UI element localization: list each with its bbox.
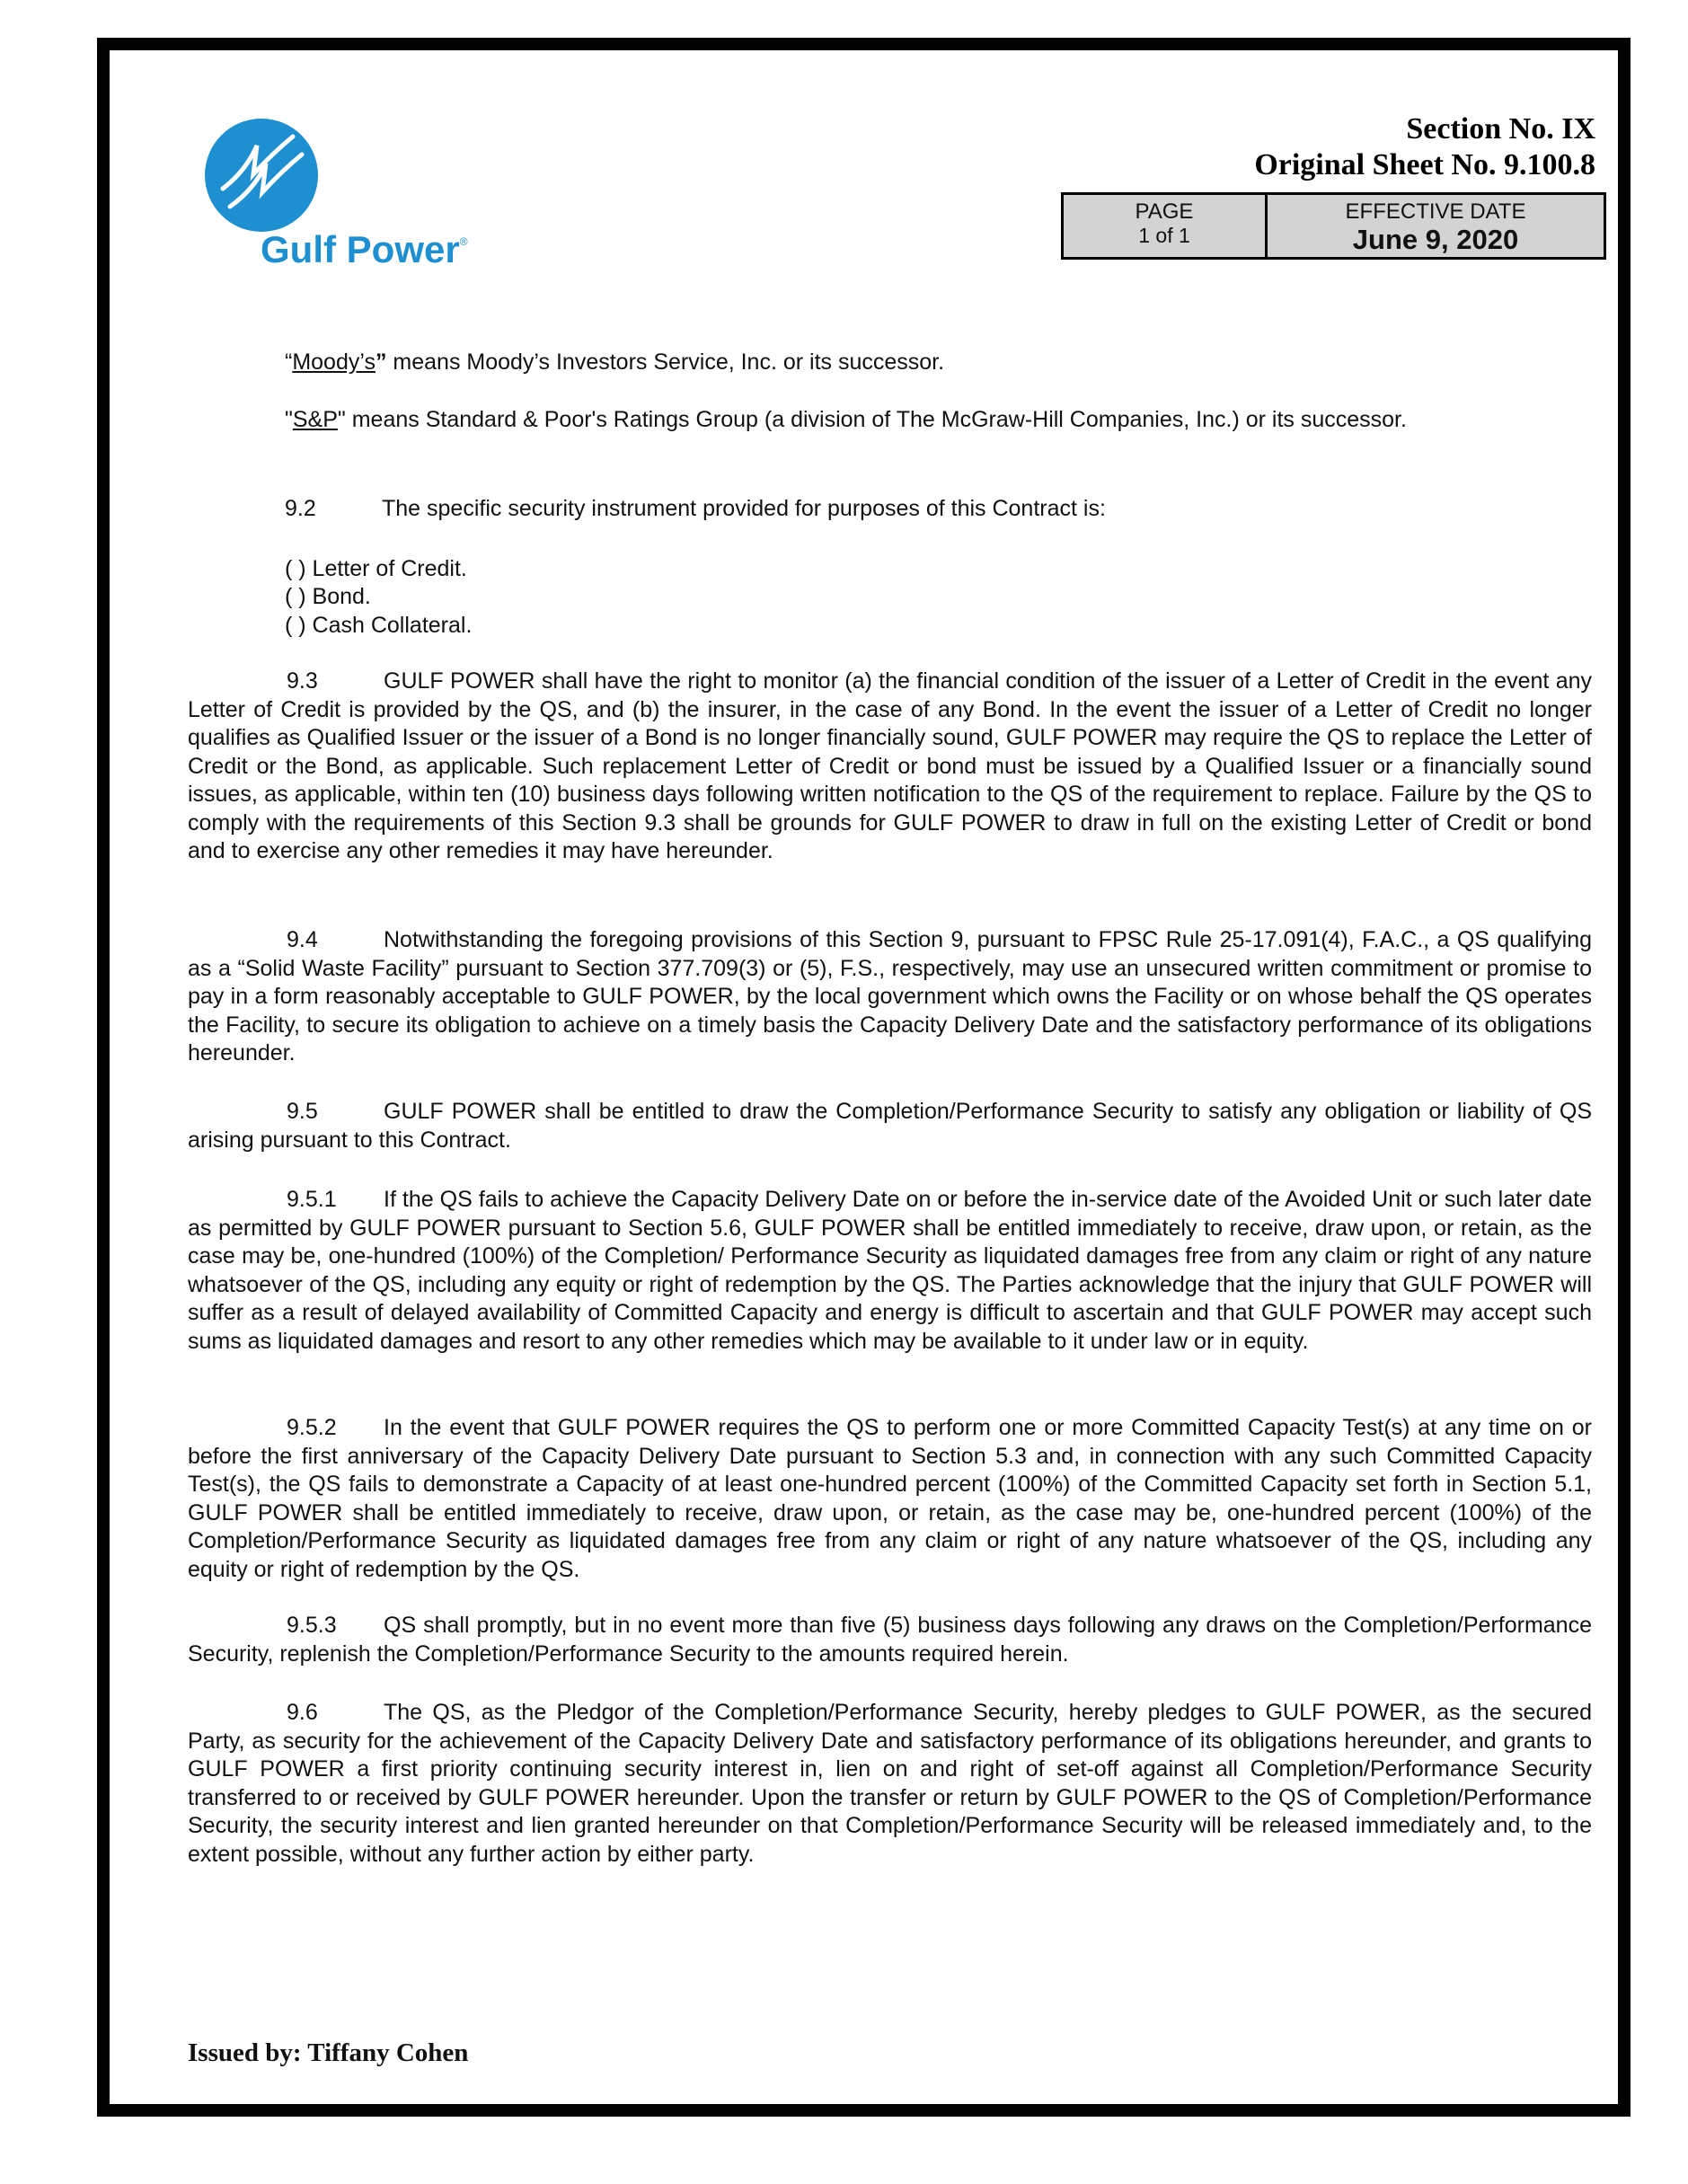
section-9-4: 9.4 Notwithstanding the foregoing provisions of this Section 9, pursuant to FPSC Rule 25-17.091(4), F.A.C., a QS qualifying as a “Solid Waste Facility” pursuant to Section 377.709(3) or (5), F.S., respectively, may use an unsecured written commitment or promise to pay in a form reasonably acceptable to GULF POWER, by the local government which owns the Facility or on whose behalf the QS operates the Facility, to secure its obligation to achieve on a timely basis the Capacity Delivery Date and the satisfactory performance of its obligations hereunder. (188, 927, 1592, 1065)
option-cash-collateral: ( ) Cash Collateral. (285, 613, 473, 638)
section-number: 9.5 (287, 1099, 318, 1124)
section-9-2: 9.2 The specific security instrument provided for purposes of this Contract is: (285, 495, 1106, 524)
effective-date-box (1268, 192, 1606, 260)
page-box (1061, 192, 1268, 260)
section-number: 9.3 (287, 668, 318, 694)
definition-moodys: “Moody’s” means Moody’s Investors Service, Inc. or its successor. (285, 349, 945, 375)
section-number: 9.5.3 (287, 1613, 337, 1638)
page-value: 1 of 1 (1138, 224, 1190, 247)
option-letter-of-credit: ( ) Letter of Credit. (285, 556, 467, 581)
section-9-3: 9.3 GULF POWER shall have the right to monitor (a) the financial condition of the issuer of a Letter of Credit in the event any Letter of Credit is provided by the QS, and (b) the insurer, in the case of any Bond. In the event the issuer of a Letter of Credit no longer qualifies as Qualified Issuer or the issuer of a Bond is no longer financially sound, GULF POWER may require the QS to replace the Letter of Credit or the Bond, as applicable. Such replacement Letter of Credit or bond must be issued by a Qualified Issuer or a financially sound issues, as applicable, within ten (10) business days following written notification to the QS of the requirement to replace. Failure by the QS to comply with the requirements of this Section 9.3 shall be grounds for GULF POWER to draw in full on the existing Letter of Credit or bond and to exercise any other remedies it may have hereunder. (188, 668, 1592, 863)
option-bond: ( ) Bond. (285, 584, 371, 609)
logo-wordmark: Gulf Power® (261, 228, 468, 270)
section-heading (1254, 111, 1595, 183)
section-number: 9.2 (285, 496, 316, 521)
page-label: PAGE (1135, 199, 1194, 224)
effective-date-value: June 9, 2020 (1352, 224, 1519, 255)
section-number: 9.4 (287, 927, 318, 952)
defined-term: S&P (292, 407, 338, 432)
effective-date-label: EFFECTIVE DATE (1345, 199, 1526, 224)
section-number: 9.5.1 (287, 1187, 337, 1212)
section-9-5: 9.5 GULF POWER shall be entitled to draw the Completion/Performance Security to satisfy any obligation or liability of QS arising pursuant to this Contract. (188, 1099, 1592, 1153)
defined-term: Moody’s (292, 349, 376, 375)
section-number: 9.5.2 (287, 1415, 337, 1440)
registered-mark: ® (459, 235, 468, 248)
section-9-5-3: 9.5.3 QS shall promptly, but in no event more than five (5) business days following any draws on the Completion/Performance Security, replenish the Completion/Performance Security to the amounts required herein. (188, 1613, 1592, 1667)
gulf-power-logo (200, 115, 569, 277)
gulf-power-logo-icon (203, 117, 320, 234)
sheet-number: Original Sheet No. 9.100.8 (1254, 148, 1595, 181)
issued-by: Issued by: Tiffany Cohen (188, 2038, 469, 2067)
section-9-5-1: 9.5.1 If the QS fails to achieve the Capacity Delivery Date on or before the in-service date of the Avoided Unit or such later date as permitted by GULF POWER pursuant to Section 5.6, GULF POWER shall be entitled immediately to receive, draw upon, or retain, as the case may be, one-hundred (100%) of the Completion/ Performance Security as liquidated damages free from any claim or right of any nature whatsoever of the QS, including any equity or right of redemption by the QS. The Parties acknowledge that the injury that GULF POWER will suffer as a result of delayed availability of Committed Capacity and energy is difficult to ascertain and that GULF POWER may accept such sums as liquidated damages and resort to any other remedies which may be available to it under law or in equity. (188, 1187, 1592, 1354)
section-number: 9.6 (287, 1700, 318, 1725)
section-number: Section No. IX (1406, 112, 1595, 146)
section-9-6: 9.6 The QS, as the Pledgor of the Completion/Performance Security, hereby pledges to GULF POWER, as the secured Party, as security for the achievement of the Capacity Delivery Date and satisfactory performance of its obligations hereunder, and grants to GULF POWER a first priority continuing security interest in, lien on and right of set-off against all Completion/Performance Security transferred to or received by GULF POWER hereunder. Upon the transfer or return by GULF POWER to the QS of Completion/Performance Security, the security interest and lien granted hereunder on that Completion/Performance Security will be released immediately and, to the extent possible, without any further action by either party. (188, 1700, 1592, 1867)
section-9-5-2: 9.5.2 In the event that GULF POWER requires the QS to perform one or more Committed Capacity Test(s) at any time on or before the first anniversary of the Capacity Delivery Date pursuant to Section 5.3 and, in connection with any such Committed Capacity Test(s), the QS fails to demonstrate a Capacity of at least one-hundred percent (100%) of the Committed Capacity set forth in Section 5.1, GULF POWER shall be entitled immediately to receive, draw upon, or retain, as the case may be, one-hundred percent (100%) of the Completion/Performance Security as liquidated damages free from any claim or right of any nature whatsoever of the QS, including any equity or right of redemption by the QS. (188, 1415, 1592, 1582)
definition-sp: "S&P" means Standard & Poor's Ratings Group (a division of The McGraw-Hill Companies, Inc.) or its successor. (285, 407, 1407, 432)
